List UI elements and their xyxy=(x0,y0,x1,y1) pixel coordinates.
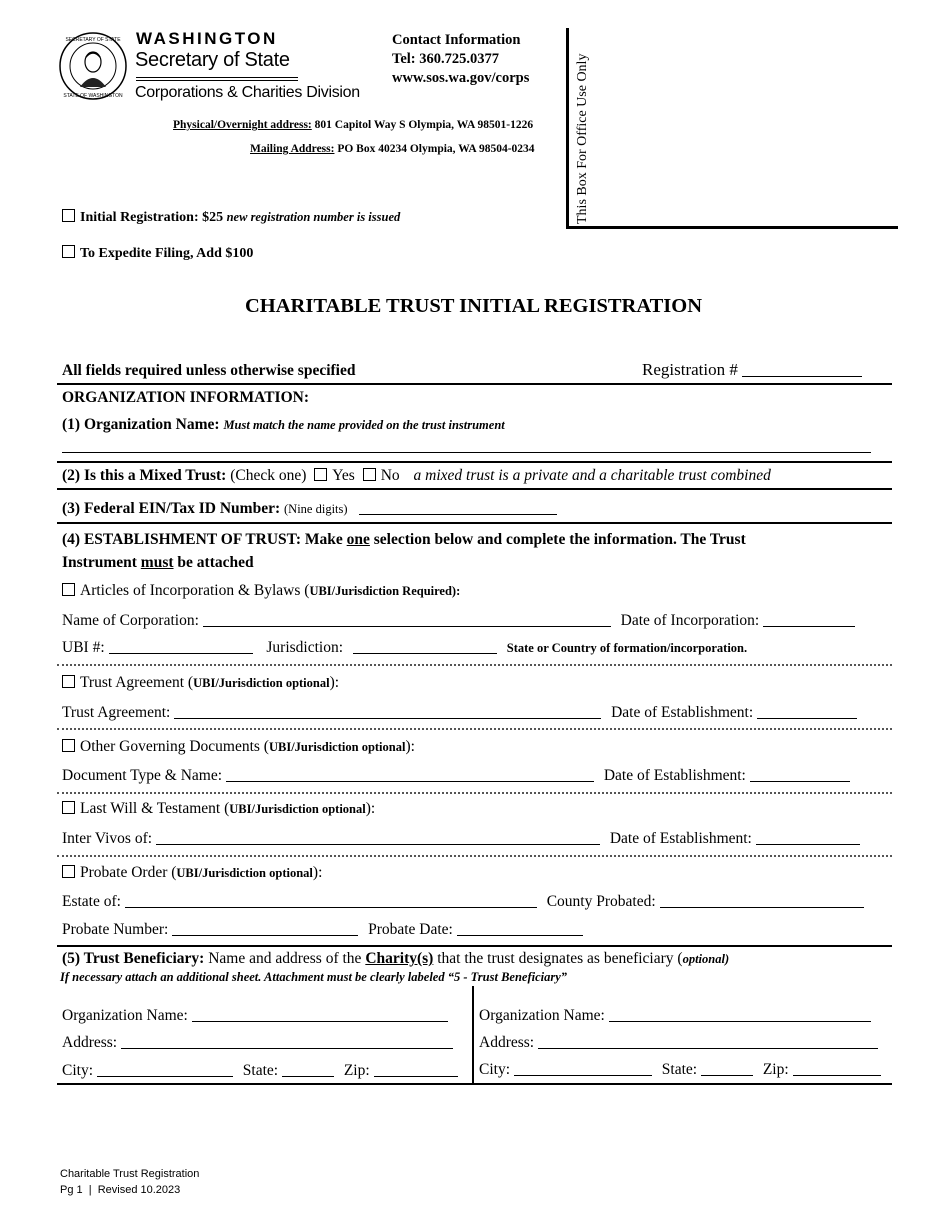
section-divider xyxy=(57,728,892,730)
divider xyxy=(57,383,892,385)
section-divider xyxy=(57,855,892,857)
articles-option[interactable]: Articles of Incorporation & Bylaws (UBI/Jurisdiction Required): xyxy=(62,582,460,600)
beneficiary-2-city-field[interactable] xyxy=(514,1060,652,1076)
registration-number: Registration # xyxy=(642,360,862,380)
beneficiary-2-state-field[interactable] xyxy=(701,1060,753,1076)
beneficiary-2-org-row: Organization Name: xyxy=(479,1006,871,1025)
office-use-label: This Box For Office Use Only xyxy=(575,53,590,224)
probate-date-field[interactable] xyxy=(457,920,583,936)
other-docs-checkbox[interactable] xyxy=(62,739,75,752)
will-option[interactable]: Last Will & Testament (UBI/Jurisdiction optional): xyxy=(62,800,375,818)
beneficiary-1-state-field[interactable] xyxy=(282,1061,334,1077)
beneficiary-2-zip-field[interactable] xyxy=(793,1060,881,1076)
divider xyxy=(57,522,892,524)
jurisdiction-field[interactable] xyxy=(353,638,497,654)
beneficiary-column-divider xyxy=(472,986,474,1084)
beneficiary-1-zip-field[interactable] xyxy=(374,1061,458,1077)
agency-title: WASHINGTON xyxy=(136,29,278,48)
org-name-field[interactable] xyxy=(62,452,871,453)
establishment-heading: (4) ESTABLISHMENT OF TRUST: Make one selection below and complete the information. The Trust Instrument must be attached xyxy=(62,531,746,571)
footer-page: Pg 1 | Revised 10.2023 xyxy=(60,1184,181,1196)
ubi-field[interactable] xyxy=(109,638,253,654)
corp-name-field[interactable] xyxy=(203,611,611,627)
initial-registration-checkbox[interactable] xyxy=(62,209,75,222)
beneficiary-1-address-row: Address: xyxy=(62,1033,453,1052)
contact-tel: Tel: 360.725.0377 xyxy=(392,51,500,67)
agency-division: Corporations & Charities Division xyxy=(135,84,360,101)
county-field[interactable] xyxy=(660,892,864,908)
org-info-heading: ORGANIZATION INFORMATION: xyxy=(62,389,310,406)
inter-vivos-row: Inter Vivos of: Date of Establishment: xyxy=(62,829,860,848)
svg-text:SECRETARY OF STATE: SECRETARY OF STATE xyxy=(65,37,121,43)
beneficiary-1-org-row: Organization Name: xyxy=(62,1006,448,1025)
beneficiary-1-address-field[interactable] xyxy=(121,1033,453,1049)
inter-vivos-field[interactable] xyxy=(156,829,600,845)
beneficiary-1-org-field[interactable] xyxy=(192,1006,448,1022)
office-use-box xyxy=(566,28,898,229)
mixed-trust-no-checkbox[interactable] xyxy=(363,468,376,481)
trust-agreement-field[interactable] xyxy=(174,703,601,719)
contact-title: Contact Information xyxy=(392,32,521,48)
trust-agreement-row: Trust Agreement: Date of Establishment: xyxy=(62,703,857,722)
probate-number-field[interactable] xyxy=(172,920,358,936)
probate-number-row: Probate Number: Probate Date: xyxy=(62,920,583,939)
initial-registration-option[interactable]: Initial Registration: $25 new registration number is issued xyxy=(62,209,400,226)
divider xyxy=(57,945,892,947)
agency-divider-2 xyxy=(136,80,298,81)
physical-address: Physical/Overnight address: 801 Capitol Way S Olympia, WA 98501-1226 xyxy=(173,119,534,131)
beneficiary-2-org-field[interactable] xyxy=(609,1006,871,1022)
beneficiary-heading: (5) Trust Beneficiary: Name and address of the Charity(s) that the trust designates as beneficiary (optional) xyxy=(62,950,730,967)
beneficiary-2-address-row: Address: xyxy=(479,1033,878,1052)
estate-row: Estate of: County Probated: xyxy=(62,892,864,911)
incorporation-date-field[interactable] xyxy=(763,611,855,627)
beneficiary-2-address-field[interactable] xyxy=(538,1033,878,1049)
divider xyxy=(57,1083,892,1085)
will-checkbox[interactable] xyxy=(62,801,75,814)
other-docs-option[interactable]: Other Governing Documents (UBI/Jurisdiction optional): xyxy=(62,738,415,756)
trust-agreement-option[interactable]: Trust Agreement (UBI/Jurisdiction optional): xyxy=(62,674,339,692)
expedite-checkbox[interactable] xyxy=(62,245,75,258)
agency-divider xyxy=(136,77,298,78)
divider xyxy=(57,461,892,463)
beneficiary-2-city-row: City: State: Zip: xyxy=(479,1060,881,1079)
ein-field[interactable] xyxy=(359,499,557,515)
form-title: CHARITABLE TRUST INITIAL REGISTRATION xyxy=(244,295,703,317)
ubi-row: UBI #: Jurisdiction: State or Country of formation/incorporation. xyxy=(62,639,748,656)
contact-web: www.sos.wa.gov/corps xyxy=(392,70,530,86)
beneficiary-1-city-row: City: State: Zip: xyxy=(62,1061,458,1080)
doc-type-row: Document Type & Name: Date of Establishment: xyxy=(62,766,850,785)
will-date-field[interactable] xyxy=(756,829,860,845)
ein-row: (3) Federal EIN/Tax ID Number: (Nine digits) xyxy=(62,499,557,518)
expedite-option[interactable]: To Expedite Filing, Add $100 xyxy=(62,245,253,262)
divider xyxy=(57,488,892,490)
probate-option[interactable]: Probate Order (UBI/Jurisdiction optional): xyxy=(62,864,322,882)
agency-subtitle: Secretary of State xyxy=(135,49,290,71)
corp-name-row: Name of Corporation: Date of Incorporation: xyxy=(62,611,855,630)
articles-checkbox[interactable] xyxy=(62,583,75,596)
footer-title: Charitable Trust Registration xyxy=(60,1168,200,1180)
other-docs-date-field[interactable] xyxy=(750,766,850,782)
mixed-trust-yes-checkbox[interactable] xyxy=(314,468,327,481)
org-name-row: (1) Organization Name: Must match the name provided on the trust instrument xyxy=(62,416,505,433)
mixed-trust-row: (2) Is this a Mixed Trust: (Check one) Yes No a mixed trust is a private and a charitable trust combined xyxy=(62,467,771,484)
beneficiary-1-city-field[interactable] xyxy=(97,1061,233,1077)
registration-number-field[interactable] xyxy=(742,361,862,377)
section-divider xyxy=(57,792,892,794)
trust-agreement-checkbox[interactable] xyxy=(62,675,75,688)
required-note: All fields required unless otherwise specified xyxy=(62,362,356,379)
svg-text:STATE OF WASHINGTON: STATE OF WASHINGTON xyxy=(63,93,123,99)
section-divider xyxy=(57,664,892,666)
mailing-address: Mailing Address: PO Box 40234 Olympia, WA 98504-0234 xyxy=(250,143,535,155)
trust-agreement-date-field[interactable] xyxy=(757,703,857,719)
doc-type-field[interactable] xyxy=(226,766,594,782)
probate-checkbox[interactable] xyxy=(62,865,75,878)
estate-field[interactable] xyxy=(125,892,537,908)
beneficiary-note: If necessary attach an additional sheet. Attachment must be clearly labeled “5 - Trust Beneficiary” xyxy=(60,970,568,984)
seal-logo xyxy=(58,31,128,101)
